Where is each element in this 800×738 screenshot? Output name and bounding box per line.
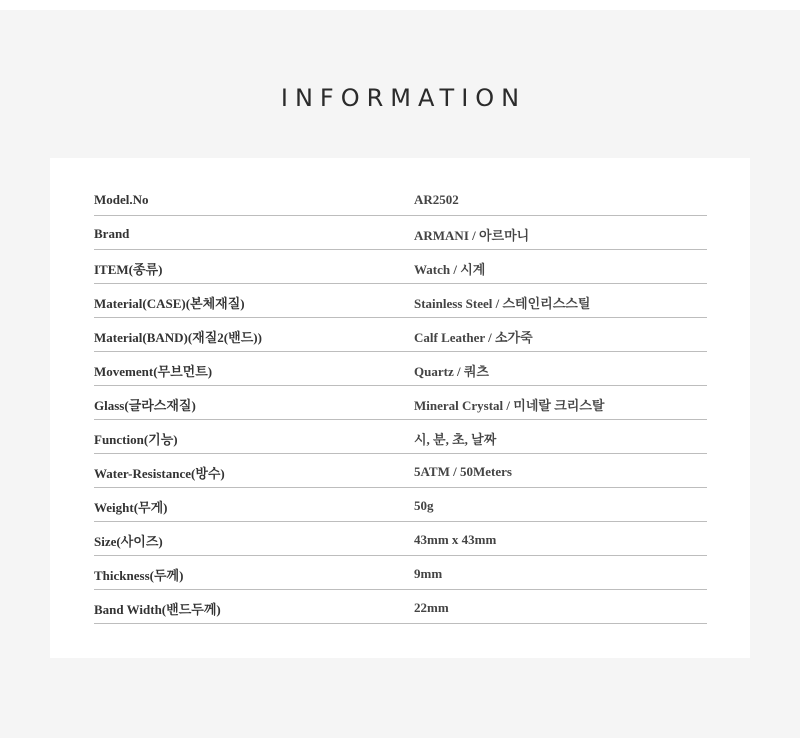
table-row bbox=[94, 250, 707, 284]
table-row bbox=[94, 454, 707, 488]
spec-value: AR2502 bbox=[414, 192, 459, 207]
page-background bbox=[0, 10, 800, 738]
spec-value: Calf Leather / 소가죽 bbox=[414, 329, 533, 345]
spec-value: Quartz / 쿼츠 bbox=[414, 363, 489, 379]
table-row bbox=[94, 216, 707, 250]
spec-label: Water-Resistance(방수) bbox=[94, 465, 225, 481]
spec-value: Mineral Crystal / 미네랄 크리스탈 bbox=[414, 397, 605, 413]
table-row bbox=[94, 352, 707, 386]
table-row bbox=[94, 556, 707, 590]
spec-value: 43mm x 43mm bbox=[414, 532, 497, 547]
spec-value: 22mm bbox=[414, 600, 449, 615]
info-card bbox=[50, 158, 750, 658]
table-row bbox=[94, 522, 707, 556]
spec-value: ARMANI / 아르마니 bbox=[414, 227, 530, 243]
section-title: INFORMATION bbox=[280, 84, 527, 112]
spec-label: Band Width(밴드두께) bbox=[94, 601, 221, 617]
spec-value: 50g bbox=[414, 498, 434, 513]
spec-label: ITEM(종류) bbox=[94, 261, 163, 277]
table-row bbox=[94, 590, 707, 624]
spec-label: Brand bbox=[94, 226, 130, 241]
spec-value: Watch / 시계 bbox=[414, 261, 486, 277]
table-row bbox=[94, 284, 707, 318]
spec-table bbox=[94, 182, 707, 624]
table-row bbox=[94, 420, 707, 454]
spec-value: 시, 분, 초, 날짜 bbox=[414, 431, 497, 447]
spec-label: Size(사이즈) bbox=[94, 533, 163, 549]
spec-label: Movement(무브먼트) bbox=[94, 363, 213, 379]
table-row bbox=[94, 318, 707, 352]
spec-value: 5ATM / 50Meters bbox=[414, 464, 512, 479]
spec-label: Weight(무게) bbox=[94, 499, 168, 515]
spec-label: Model.No bbox=[94, 192, 149, 207]
spec-value: Stainless Steel / 스테인리스스틸 bbox=[414, 295, 591, 311]
spec-label: Thickness(두께) bbox=[94, 567, 184, 583]
spec-label: Glass(글라스재질) bbox=[94, 397, 196, 413]
spec-label: Function(기능) bbox=[94, 431, 178, 447]
spec-label: Material(CASE)(본체재질) bbox=[94, 295, 245, 311]
table-row bbox=[94, 488, 707, 522]
table-row bbox=[94, 386, 707, 420]
table-row bbox=[94, 182, 707, 216]
spec-value: 9mm bbox=[414, 566, 443, 581]
spec-label: Material(BAND)(재질2(밴드)) bbox=[94, 329, 262, 345]
